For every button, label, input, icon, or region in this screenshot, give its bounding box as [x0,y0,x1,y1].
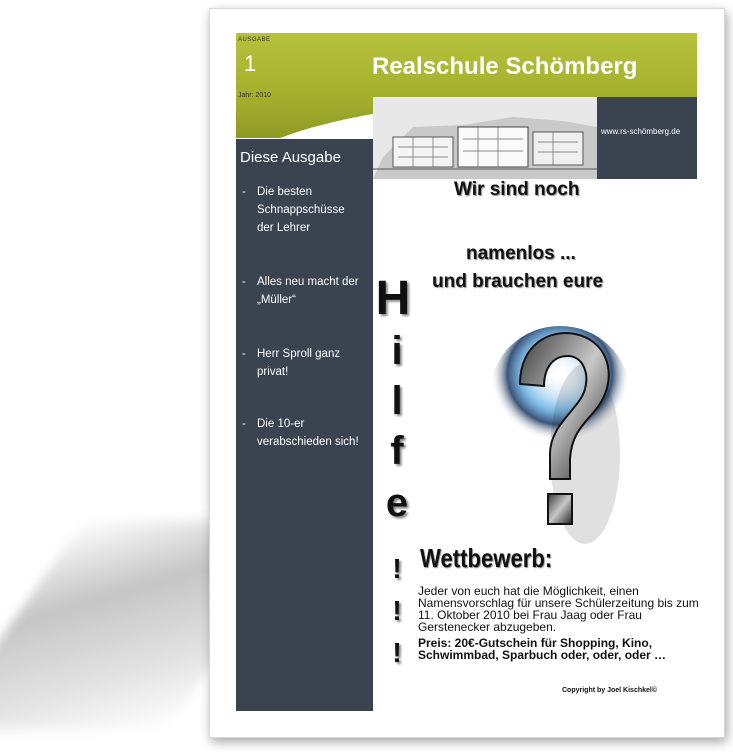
toc-dash: - [242,348,246,360]
issue-label: AUSGABE [238,37,271,43]
toc-item-mueller [242,273,362,309]
headline-line-3: und brauchen eure [432,271,604,292]
toc-item-label: Herr Sproll ganz privat! [257,348,341,378]
newspaper-page [209,8,725,738]
contest-description: Jeder von euch hat die Möglichkeit, einen Namensvorschlag für unsere Schülerzeitung bis zum 11. Oktober 2010 bei Frau Jaag oder Frau Gerstenecker abzugeben. [418,584,699,634]
toc-item-sproll [242,345,362,381]
building-sketch-icon [373,97,597,179]
school-building-image [373,97,597,179]
vertical-exclamation-1: ! [392,553,402,584]
toc-item-label: Die besten Schnappschüsse der Lehrer [257,186,345,234]
year-label: Jahr: 2010 [238,92,272,99]
vertical-letter-f: f [390,429,404,473]
vertical-letter-e: e [385,481,409,525]
copyright-note: Copyright by Joel Kischkel© [562,687,658,694]
question-mark-icon [480,314,630,554]
toc-dash: - [242,186,246,198]
headline-line-1: Wir sind noch [454,179,580,200]
website-box [597,97,697,179]
prize-description: Preis: 20€-Gutschein für Shopping, Kino, Schwimmbad, Sparbuch oder, oder, oder … [418,636,667,662]
toc-item-tenth-graders [242,415,362,451]
vertical-exclamation-2: ! [392,595,402,626]
sidebar-title: Diese Ausgabe [240,149,341,166]
vertical-letter-i: i [391,329,403,373]
toc-item-label: Die 10-er verabschieden sich! [257,418,359,448]
website-url: www.rs-schömberg.de [601,127,681,136]
vertical-letter-l: l [391,379,403,423]
contest-title: Wettbewerb: [420,543,553,573]
school-title: Realschule Schömberg [372,53,638,80]
vertical-letter-h: H [375,272,411,325]
toc-item-snapshots [242,183,362,237]
issue-number: 1 [244,51,257,76]
toc-dash: - [242,276,246,288]
toc-item-label: Alles neu macht der „Müller“ [257,276,359,306]
question-mark-graphic [480,314,630,554]
vertical-exclamation-3: ! [392,637,402,668]
headline-line-2: namenlos ... [466,243,576,264]
sidebar-contents [236,139,373,711]
toc-dash: - [242,418,246,430]
